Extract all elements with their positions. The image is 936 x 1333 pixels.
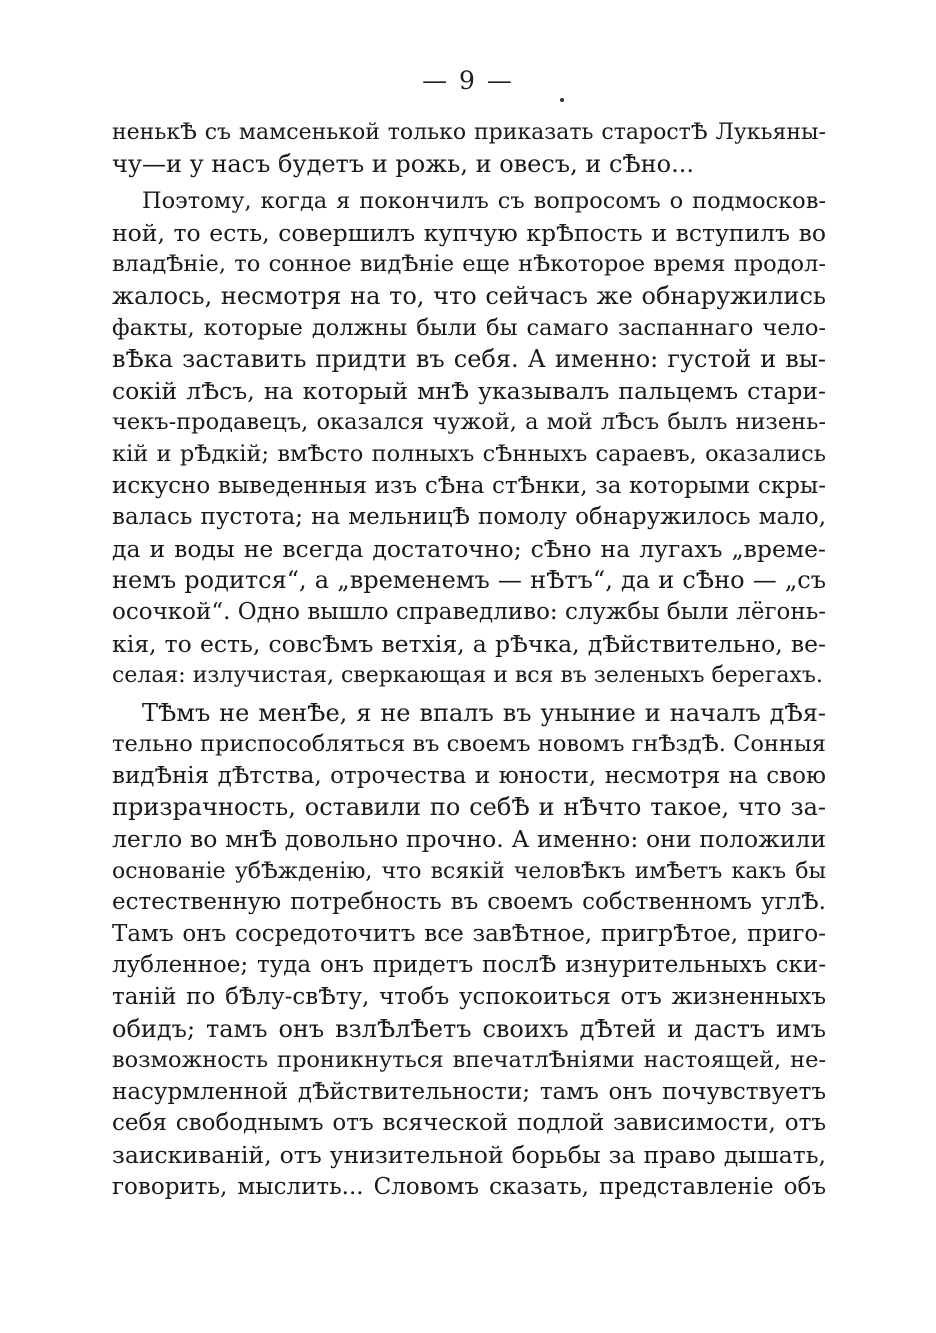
- text-line: заискиванiй, отъ унизительной борьбы за право дышать,: [112, 1141, 826, 1169]
- text-line: немъ родится“, а „временемъ — нѢтъ“, да и сѢно — „съ: [112, 566, 826, 595]
- text-line: осочкой“. Одно вышло справедливо: службы были лёгонь-: [112, 598, 826, 625]
- text-line: ной, то есть, совершилъ купчую крѢпость и вступилъ во: [112, 218, 826, 247]
- text-line: призрачность, оставили по себѢ и нѢчто такое, что за-: [112, 793, 826, 822]
- text-line: тельно приспособляться въ своемъ новомъ гнѢздѢ. Сонныя: [112, 731, 826, 758]
- text-line: естественную потребность въ своемъ собственномъ углѢ.: [112, 889, 826, 916]
- text-line: чекъ-продавецъ, оказался чужой, а мой лѢсъ былъ низень-: [112, 409, 826, 436]
- text-line: валась пустота; на мельницѢ помолу обнаружилось мало,: [112, 504, 826, 531]
- text-line: танiй по бѢлу-свѢту, чтобъ успокоиться отъ жизненныхъ: [112, 984, 826, 1011]
- text-line: сокiй лѢсъ, на который мнѢ указывалъ пальцемъ стари-: [112, 376, 826, 405]
- text-line: кiя, то есть, совсѢмъ ветхiя, а рѢчка, дѢйствительно, ве-: [112, 629, 826, 658]
- text-line: говорить, мыслить... Словомъ сказать, представленiе объ: [112, 1173, 826, 1200]
- text-line: лубленное; туда онъ придетъ послѢ изнурительныхъ ски-: [112, 952, 826, 979]
- text-line: обидъ; тамъ онъ взлѢлѢетъ своихъ дѢтей и дастъ имъ: [112, 1014, 826, 1043]
- text-line: основанiе убѢжденiю, что всякiй человѢкъ имѢетъ какъ бы: [112, 858, 826, 884]
- page-number: — 9 —: [422, 66, 514, 95]
- text-line: факты, которые должны были бы самаго заспаннаго чело-: [112, 314, 826, 341]
- text-line: Поэтому, когда я покончилъ съ вопросомъ о подмосков-: [142, 188, 826, 215]
- text-line: ТѢмъ не менѢе, я не впалъ въ уныние и началъ дѢя-: [142, 698, 826, 727]
- text-line: легло во мнѢ довольно прочно. А именно: они положили: [112, 825, 826, 854]
- text-line: да и воды не всегда достаточно; сѢно на лугахъ „време-: [112, 534, 826, 563]
- text-line: ненькѢ съ мамсенькой только приказать старостѢ Лукьяны-: [112, 120, 826, 145]
- text-line: владѢнiе, то сонное видѢнiе еще нѢкоторое время продол-: [112, 251, 826, 278]
- text-line: себя свободнымъ отъ всяческой подлой зависимости, отъ: [112, 1110, 826, 1137]
- paragraph-2: [112, 186, 826, 692]
- paragraph-3: [112, 698, 826, 1204]
- ink-speck: [560, 98, 564, 102]
- text-line: жалось, несмотря на то, что сейчасъ же обнаружились: [112, 281, 826, 310]
- text-line: чу—и у насъ будетъ и рожь, и овесъ, и сѢно...: [112, 149, 695, 178]
- text-line: видѢнiя дѢтства, отрочества и юности, несмотря на свою: [112, 762, 826, 789]
- text-line: вѢка заставить придти въ себя. А именно: густой и вы-: [112, 345, 826, 374]
- text-line: искусно выведенныя изъ сѢна стѢнки, за которыми скры-: [112, 472, 826, 499]
- text-line: насурмленной дѢйствительности; тамъ онъ почувствуетъ: [112, 1078, 826, 1105]
- text-line: кiй и рѢдкiй; вмѢсто полныхъ сѢнныхъ сараевъ, оказались: [112, 440, 826, 467]
- text-line: Тамъ онъ сосредоточитъ все завѢтное, пригрѢтое, приго-: [112, 920, 826, 947]
- body-text: [112, 117, 826, 1203]
- text-line: возможность проникнуться впечатлѢнiями настоящей, не-: [112, 1047, 826, 1074]
- text-line: селая: излучистая, сверкающая и вся въ зеленыхъ берегахъ.: [112, 663, 823, 689]
- paragraph-1: [112, 117, 826, 180]
